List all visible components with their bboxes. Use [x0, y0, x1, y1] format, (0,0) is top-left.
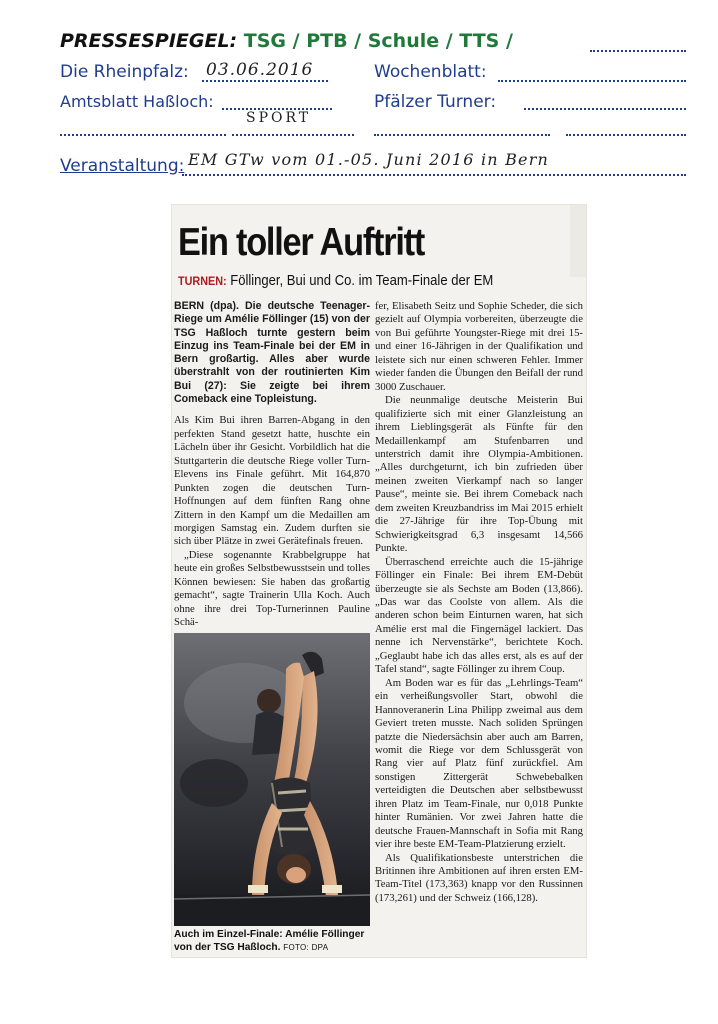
event-handwritten: EM GTw vom 01.-05. Juni 2016 in Bern — [188, 150, 550, 169]
rheinpfalz-date: 03.06.2016 — [206, 60, 314, 80]
article-dateline: BERN (dpa). — [174, 300, 239, 312]
article-column-left — [174, 300, 370, 630]
event-fill-line — [182, 174, 686, 176]
article-paragraph: fer, Elisabeth Seitz und Sophie Scheder, die sich gezielt auf Olympia vorbereiten, überzeugte die von Bui geführte Youngster-Riege mit drei 15- und einer 16-Jährigen in der Qualifikation und leistete sich nur einen schweren Fehler. Immer wieder fanden die Übungen den Beifall der rund 3000 Zuschauer. — [375, 300, 583, 393]
amtsblatt-label: Amtsblatt Haßloch: — [60, 92, 214, 111]
adjacent-article-edge — [570, 205, 586, 277]
article-subheadline: Föllinger, Bui und Co. im Team-Finale der EM — [230, 273, 494, 289]
rheinpfalz-fill-line — [202, 80, 328, 82]
blank-fill-line-3 — [374, 134, 550, 136]
article-paragraph: Am Boden war es für das „Lehrlings-Team“ ein verheißungsvoller Start, obwohl die Hannoveranerin Lina Philipp zweimal aus dem Geviert treten musste. Nach soliden Sprüngen patzte die Niedersächsin aber auch am Barren, womit die Riege vor dem Schlussgerät von Rang vier auf Platz fünf zurückfiel. Am sonstigen Zittergerät Schwebebalken verteidigten die Deutschen aber selbstbewusst ihren Platz im Team-Finale, nur 0,018 Punkte hinter Rumänien. Vor zwei Jahren hatte die deutsche Frauen-Mannschaft in Sofia mit Rang vier ihre beste EM-Team-Platzierung erzielt. — [375, 676, 583, 851]
photo-caption-text: Auch im Einzel-Finale: Amélie Föllinger von der TSG Haßloch. — [174, 929, 365, 953]
gymnast-photo — [174, 633, 370, 926]
event-label: Veranstaltung: — [60, 156, 185, 176]
newspaper-clipping — [172, 205, 586, 957]
pfaelzer-turner-fill-line — [524, 108, 686, 110]
article-paragraph: „Diese sogenannte Krabbelgruppe hat heute ein großes Selbstbewusstsein und tolles Können bewiesen: Sie haben das großartig gemacht“, sagte Trainerin Ulla Koch. Auch ohne ihre drei Top-Turnerinnen Pauline Schä- — [174, 548, 370, 629]
wochenblatt-fill-line — [498, 80, 686, 82]
article-paragraph: Als Kim Bui ihren Barren-Abgang in den perfekten Stand gesetzt hatte, huschte ein Lächeln über ihr Gesicht. Vorbildlich hat die Stuttgarterin die deutsche Riege voller Turn-Elevens ins Finale geführt. Mit 164,870 Punkten zogen die deutschen Turn-Hoffnungen auf dem fünften Rang ohne Zittern in den Kampf um die Medaillen am morgigen Samstag ein. Zudem durften sie sich über Plätze in zwei Gerätefinals freuen. — [174, 414, 370, 548]
article-subheadline-line — [178, 273, 493, 289]
article-kicker: TURNEN: — [178, 274, 227, 288]
blank-fill-line-2 — [232, 134, 354, 136]
article-lead — [174, 300, 370, 406]
article-paragraph: Als Qualifikationsbeste unterstrichen die Britinnen ihre Ambitionen auf ihren ersten EM-Team-Titel (173,363) knapp vor den Russinnen (173,261) und der Schweiz (166,128). — [375, 851, 583, 904]
category-handwritten: SPORT — [246, 110, 312, 126]
organizations-fill-line — [590, 50, 686, 52]
article-body-left — [174, 414, 370, 629]
photo-credit: FOTO: DPA — [283, 942, 329, 952]
photo-caption — [174, 929, 374, 954]
form-organizations: TSG / PTB / Schule / TTS / — [243, 30, 513, 52]
pfaelzer-turner-label: Pfälzer Turner: — [374, 92, 497, 112]
article-paragraph: Überraschend erreichte auch die 15-jährige Föllinger ein Finale: Bei ihrem EM-Debüt überzeugte sie als Sechste am Boden (13,866). „Das war das Coolste von allem. Als die anderen schon beim Einturnen waren, hat sich Amélie erst mal die Fingernägel lackiert. Das nenne ich Nervenstärke“, berichtete Koch. „Geglaubt habe ich das alles erst, als es auf der Tafel stand“, sagte Föllinger zu ihrem Coup. — [375, 555, 583, 676]
blank-fill-line-1 — [60, 134, 226, 136]
rheinpfalz-label: Die Rheinpfalz: — [60, 62, 189, 82]
article-paragraph: Die neunmalige deutsche Meisterin Bui qualifizierte sich mit einer Glanzleistung an ihrem Lieblingsgerät als Fünfte für den Medaillenkampf am Stufenbarren und unterstrich damit ihre Olympia-Ambitionen. „Alles durchgeturnt, ich bin zufrieden über meinen zweiten Vierkampf nach so langer Pause“, meinte sie. Bei ihrem Comeback nach dem zweiten Kreuzbandriss im Mai 2015 erhielt die 27-Jährige für ihre Top-Übung mit Schwierigkeitsgrad 6,3 insgesamt 14,566 Punkte. — [375, 394, 583, 555]
article-lead-text: Die deutsche Teenager-Riege um Amélie Föllinger (15) von der TSG Haßloch turnte gestern beim Einzug ins Team-Finale bei der EM in Bern großartig. Alles aber wurde überstrahlt von der routinierten Kim Bui (27): Sie zeigte bei ihrem Comeback eine Topleistung. — [174, 300, 370, 406]
press-review-form — [0, 0, 718, 190]
article-column-right — [375, 300, 583, 950]
wochenblatt-label: Wochenblatt: — [374, 62, 487, 82]
blank-fill-line-4 — [566, 134, 686, 136]
form-title: PRESSESPIEGEL: — [60, 30, 238, 52]
article-headline: Ein toller Auftritt — [178, 221, 425, 264]
form-title-line — [60, 30, 513, 52]
